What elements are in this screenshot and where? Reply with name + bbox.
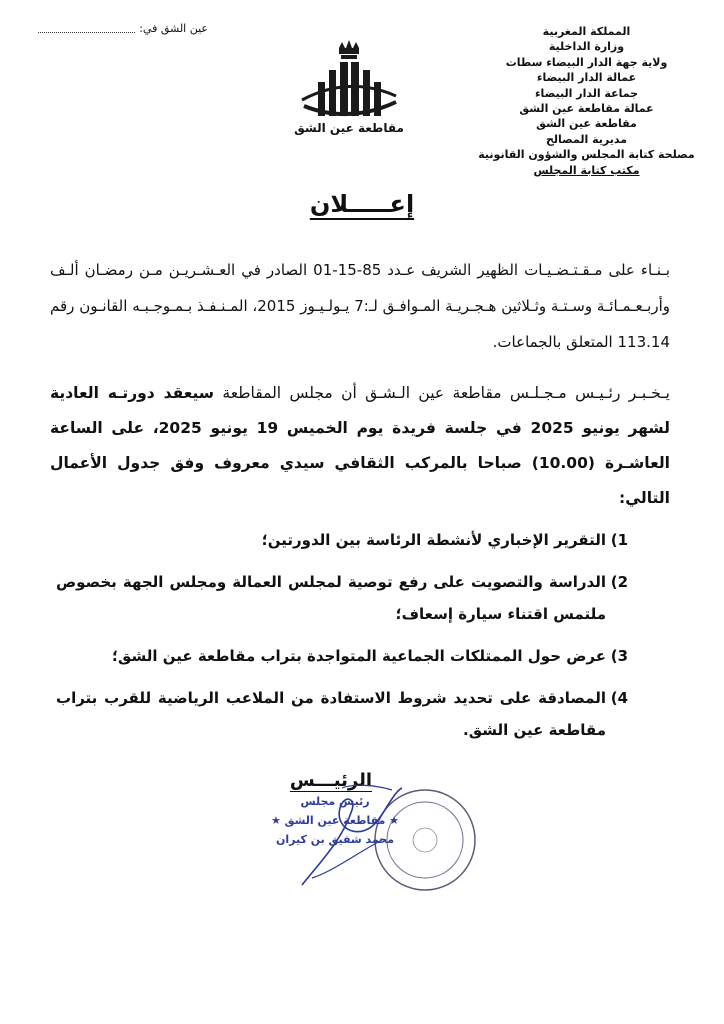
date-blank bbox=[38, 24, 135, 33]
agenda-number: 2) bbox=[610, 573, 628, 591]
header-line: مديرية المصالح bbox=[545, 132, 628, 146]
signatory-title: الرئيـــس bbox=[289, 770, 372, 791]
announcement-details: سيعقد دورتـه العادية لشهر يونيو 2025 في جلسة فريدة يوم الخميس 19 يونيو 2025، على الساعة العاشـرة (10.00) صباحا بالمركب الثقافي سيدي معروف وفق جدول الأعمال التالي: bbox=[50, 384, 670, 507]
header-line: عمالة مقاطعة عين الشق bbox=[519, 102, 654, 116]
session-announcement-paragraph bbox=[50, 376, 670, 516]
header-line: وزارة الداخلية bbox=[548, 40, 625, 54]
header-line: ولاية جهة الدار البيضاء سطات bbox=[505, 55, 668, 69]
header-line: المملكة المغربية bbox=[542, 25, 631, 38]
administrative-header bbox=[469, 24, 704, 178]
agenda-list bbox=[56, 524, 628, 756]
agenda-text: التقرير الإخباري لأنشطة الرئاسة بين الدورتين؛ bbox=[261, 531, 606, 549]
header-line: جماعة الدار البيضاء bbox=[534, 86, 639, 100]
date-label: عين الشق في: bbox=[139, 22, 208, 35]
header-line: مقاطعة عين الشق bbox=[536, 117, 637, 131]
agenda-number: 3) bbox=[610, 647, 628, 665]
agenda-number: 4) bbox=[610, 689, 628, 707]
agenda-text: الدراسة والتصويت على رفع توصية لمجلس العمالة ومجلس الجهة بخصوص ملتمس اقتناء سيارة إسعاف؛ bbox=[56, 573, 606, 623]
agenda-item bbox=[56, 682, 628, 746]
agenda-item bbox=[56, 640, 628, 672]
agenda-text: المصادقة على تحديد شروط الاستفادة من الملاعب الرياضية للقرب بتراب مقاطعة عين الشق. bbox=[56, 689, 606, 739]
header-line: مصلحة كتابة المجلس والشؤون القانونية bbox=[478, 148, 695, 162]
agenda-text: عرض حول الممتلكات الجماعية المتواجدة بتراب مقاطعة عين الشق؛ bbox=[111, 647, 606, 665]
header-line: عمالة الدار البيضاء bbox=[536, 71, 637, 85]
logo-label: مقاطعة عين الشق bbox=[294, 121, 404, 135]
agenda-item bbox=[56, 566, 628, 630]
header-line: مكتب كتابة المجلس bbox=[533, 163, 640, 177]
legal-basis-paragraph: بـنـاء على مـقـتـضـيـات الظهير الشريف عـدد 85-15-01 الصادر في العـشـريـن مـن رمضـان ألـف وأربـعـمـائـة وسـتـة وثـلاثين هـجـريـة المـوافـق لـ:7 يـولـيـوز 2015، المـنـفـذ بـمـوجـبـه القانـون رقم 113.14 المتعلق بالجماعات. bbox=[50, 261, 671, 351]
stamp-line: ★ مقاطعة عين الشق ★ bbox=[270, 814, 400, 827]
announcement-intro: يـخـبـر رئـيـس مـجـلـس مقاطعة عين الـشـق أن مجلس المقاطعة bbox=[214, 384, 670, 402]
stamp-line: رئيس مجلس bbox=[300, 795, 370, 808]
agenda-number: 1) bbox=[610, 531, 628, 549]
stamp-line: محمد شفيق بن كيران bbox=[275, 833, 394, 846]
handwritten-signature-icon bbox=[282, 780, 412, 895]
date-line bbox=[38, 22, 208, 35]
agenda-item bbox=[56, 524, 628, 556]
document-title: إعـــــلان bbox=[309, 190, 415, 218]
